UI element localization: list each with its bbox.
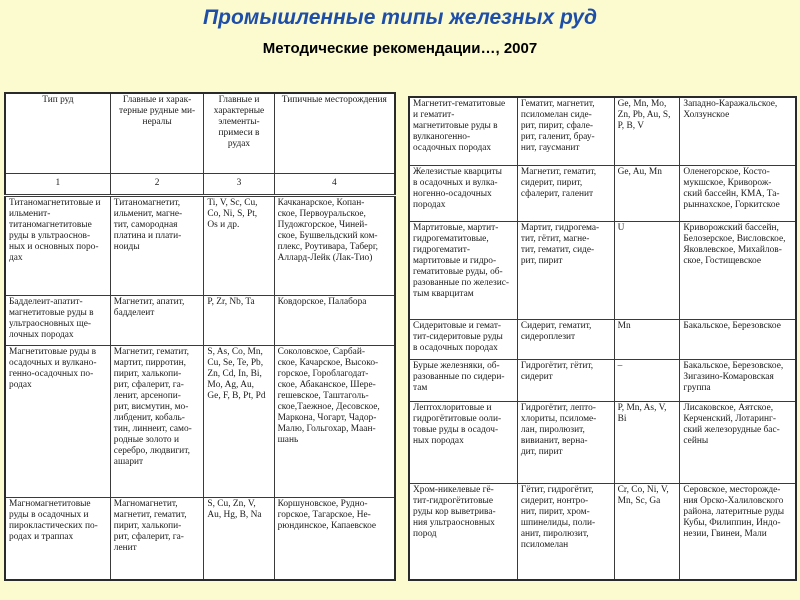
- minerals-cell: Магнетит, апатит, бадделеит: [110, 295, 204, 345]
- minerals-cell: Гётит, гидрогётит, сидерит, нонтро- нит, пирит, хром- шпинелиды, поли- анит, пиролюзит, псиломелан: [517, 483, 614, 580]
- elements-cell: Ti, V, Sc, Cu, Co, Ni, S, Pt, Os и др.: [204, 195, 274, 295]
- header-deposits: Типичные месторождения: [274, 93, 395, 173]
- minerals-cell: Мартит, гидрогема- тит, гётит, магне- тит, гематит, сиде- рит, пирит: [517, 221, 614, 319]
- slide-subtitle: Методические рекомендации…, 2007: [262, 40, 538, 57]
- deposits-cell: Бакальское, Березовское: [680, 319, 796, 359]
- elements-cell: –: [614, 359, 680, 401]
- column-number: 1: [5, 173, 110, 195]
- table-row: [5, 295, 395, 345]
- right-ore-table: [408, 96, 797, 581]
- deposits-cell: Бакальское, Березовское, Зигазино-Комаровская группа: [680, 359, 796, 401]
- elements-cell: U: [614, 221, 680, 319]
- ore-type-cell: Железистые кварциты в осадочных и вулка- ногенно-осадочных породах: [409, 165, 517, 221]
- ore-type-cell: Сидеритовые и гемат- тит-сидеритовые руды в осадочных породах: [409, 319, 517, 359]
- left-ore-table: [4, 92, 396, 581]
- header-elements: Главные и характерные элементы- примеси в рудах: [204, 93, 274, 173]
- deposits-cell: Серовское, месторожде- ния Орско-Халиловского района, латеритные руды Кубы, Филиппин, Индо- незии, Гвинеи, Мали: [680, 483, 796, 580]
- table-row: [5, 345, 395, 497]
- deposits-cell: Западно-Каражальское, Холзунское: [680, 97, 796, 165]
- ore-type-cell: Бурые железняки, об- разованные по сидери- там: [409, 359, 517, 401]
- table-row: [409, 221, 796, 319]
- table-row: [5, 497, 395, 580]
- right-table-scan: [408, 96, 797, 581]
- minerals-cell: Магномагнетит, магнетит, гематит, пирит, халькопи- рит, сфалерит, га- ленит: [110, 497, 204, 580]
- ore-type-cell: Магномагнетитовые руды в осадочных и пирокластических по- родах и траппах: [5, 497, 110, 580]
- table-row: [409, 359, 796, 401]
- ore-type-cell: Титаномагнетитовые и ильменит- титаномагнетитовые руды в ультраоснов- ных и основных поро- дах: [5, 195, 110, 295]
- elements-cell: Ge, Au, Mn: [614, 165, 680, 221]
- table-row: [5, 195, 395, 295]
- table-row: [409, 483, 796, 580]
- ore-type-cell: Мартитовые, мартит- гидрогематитовые, гидрогематит- мартитовые и гидро- гематитовые руды, об- разованные по железис- тым кварцитам: [409, 221, 517, 319]
- elements-cell: P, Mn, As, V, Bi: [614, 401, 680, 483]
- minerals-cell: Сидерит, гематит, сидероплезит: [517, 319, 614, 359]
- header-ore-type: Тип руд: [5, 93, 110, 173]
- deposits-cell: Ковдорское, Палабора: [274, 295, 395, 345]
- ore-type-cell: Магнетитовые руды в осадочных и вулкано- генно-осадочных по- родах: [5, 345, 110, 497]
- deposits-cell: Криворожский бассейн, Белозерское, Висловское, Яковлевское, Михайлов- ское, Гостищевское: [680, 221, 796, 319]
- elements-cell: Mn: [614, 319, 680, 359]
- header-minerals: Главные и харак- терные рудные ми- нералы: [110, 93, 204, 173]
- ore-type-cell: Хром-никелевые гё- тит-гидрогётитовые руды кор выветрива- ния ультраосновных пород: [409, 483, 517, 580]
- deposits-cell: Коршуновское, Рудно- горское, Тагарское, Не- рюндинское, Капаевское: [274, 497, 395, 580]
- deposits-cell: Лисаковское, Аятское, Керченский, Лотаринг- ский железорудные бас- сейны: [680, 401, 796, 483]
- elements-cell: Ge, Mn, Mo, Zn, Pb, Au, S, P, B, V: [614, 97, 680, 165]
- column-number: 4: [274, 173, 395, 195]
- column-number: 3: [204, 173, 274, 195]
- deposits-cell: Оленегорское, Косто- мукшское, Криворож- ский бассейн, КМА, Та- рыннахское, Горкитское: [680, 165, 796, 221]
- ore-type-cell: Бадделеит-апатит- магнетитовые руды в ультраосновных ще- лочных породах: [5, 295, 110, 345]
- ore-type-cell: Магнетит-гематитовые и гематит- магнетитовые руды в вулканогенно- осадочных породах: [409, 97, 517, 165]
- elements-cell: P, Zr, Nb, Ta: [204, 295, 274, 345]
- minerals-cell: Магнетит, гематит, мартит, пирротин, пирит, халькопи- рит, сфалерит, га- ленит, арсенопи- рит, висмутин, мо- либденит, кобаль- тин, линнеит, само- родные золото и серебро, людвигит, ашарит: [110, 345, 204, 497]
- column-number: 2: [110, 173, 204, 195]
- slide-title: Промышленные типы железных руд: [203, 6, 597, 29]
- table-row: [409, 97, 796, 165]
- ore-type-cell: Лептохлоритовые и гидрогётитовые ооли- товые руды в осадоч- ных породах: [409, 401, 517, 483]
- minerals-cell: Магнетит, гематит, сидерит, пирит, сфалерит, галенит: [517, 165, 614, 221]
- deposits-cell: Соколовское, Сарбай- ское, Качарское, Высоко- горское, Гороблагодат- ское, Абаканское, Шере- гешевское, Таштаголь- ское,Таежное, Десовское, Маркона, Чогарт, Чадор- Малю, Гольгохар, Маан- шань: [274, 345, 395, 497]
- minerals-cell: Гематит, магнетит, псиломелан сиде- рит, пирит, сфале- рит, галенит, брау- нит, гаусманит: [517, 97, 614, 165]
- minerals-cell: Титаномагнетит, ильменит, магне- тит, самородная платина и плати- ноиды: [110, 195, 204, 295]
- deposits-cell: Качканарское, Копан- ское, Первоуральское, Пудожгорское, Чиней- ское, Бушвельдский ком- плекс, Роутивара, Таберг, Аллард-Лейк (Лак-Тио): [274, 195, 395, 295]
- table-row: [409, 165, 796, 221]
- minerals-cell: Гидрогётит, лепто- хлориты, псиломе- лан, пиролюзит, вивианит, верна- дит, пирит: [517, 401, 614, 483]
- column-number-row: [5, 173, 395, 195]
- left-table-scan: [4, 92, 396, 581]
- minerals-cell: Гидрогётит, гётит, сидерит: [517, 359, 614, 401]
- table-row: [409, 319, 796, 359]
- table-header-row: [5, 93, 395, 173]
- elements-cell: Cr, Co, Ni, V, Mn, Sc, Ga: [614, 483, 680, 580]
- elements-cell: S, Cu, Zn, V, Au, Hg, B, Na: [204, 497, 274, 580]
- elements-cell: S, As, Co, Mn, Cu, Se, Te, Pb, Zn, Cd, In, Bi, Mo, Ag, Au, Ge, F, B, Pt, Pd: [204, 345, 274, 497]
- table-row: [409, 401, 796, 483]
